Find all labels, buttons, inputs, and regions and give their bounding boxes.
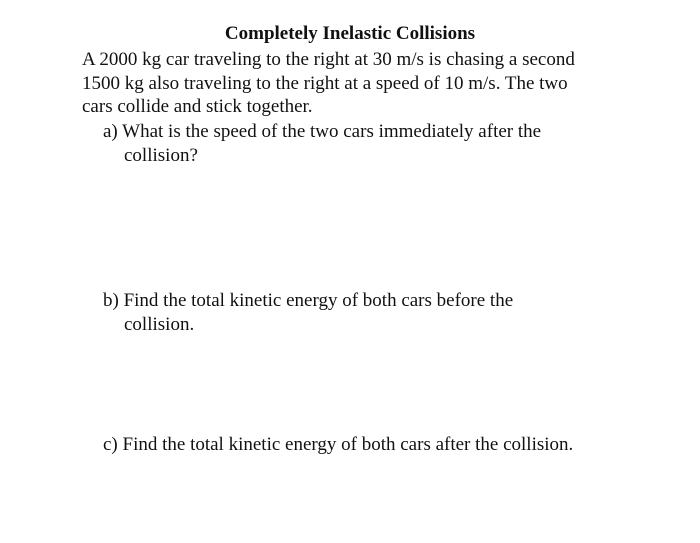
problem-statement-line: cars collide and stick together.	[82, 96, 313, 117]
question-a-line2: collision?	[124, 144, 198, 166]
problem-statement-line: 1500 kg also traveling to the right at a speed of 10 m/s. The two	[82, 72, 568, 94]
question-c-line1: c) Find the total kinetic energy of both cars after the collision.	[103, 434, 574, 455]
question-c	[103, 433, 683, 457]
question-a-line1: a) What is the speed of the two cars immediately after the	[103, 121, 542, 142]
question-b	[103, 289, 623, 336]
problem-statement	[82, 48, 642, 119]
problem-statement-line: A 2000 kg car traveling to the right at 30 m/s is chasing a second	[82, 49, 575, 70]
question-b-line2: collision.	[124, 313, 195, 335]
question-b-line1: b) Find the total kinetic energy of both cars before the	[103, 290, 514, 311]
page-title: Completely Inelastic Collisions	[224, 23, 476, 44]
question-a	[103, 120, 623, 167]
